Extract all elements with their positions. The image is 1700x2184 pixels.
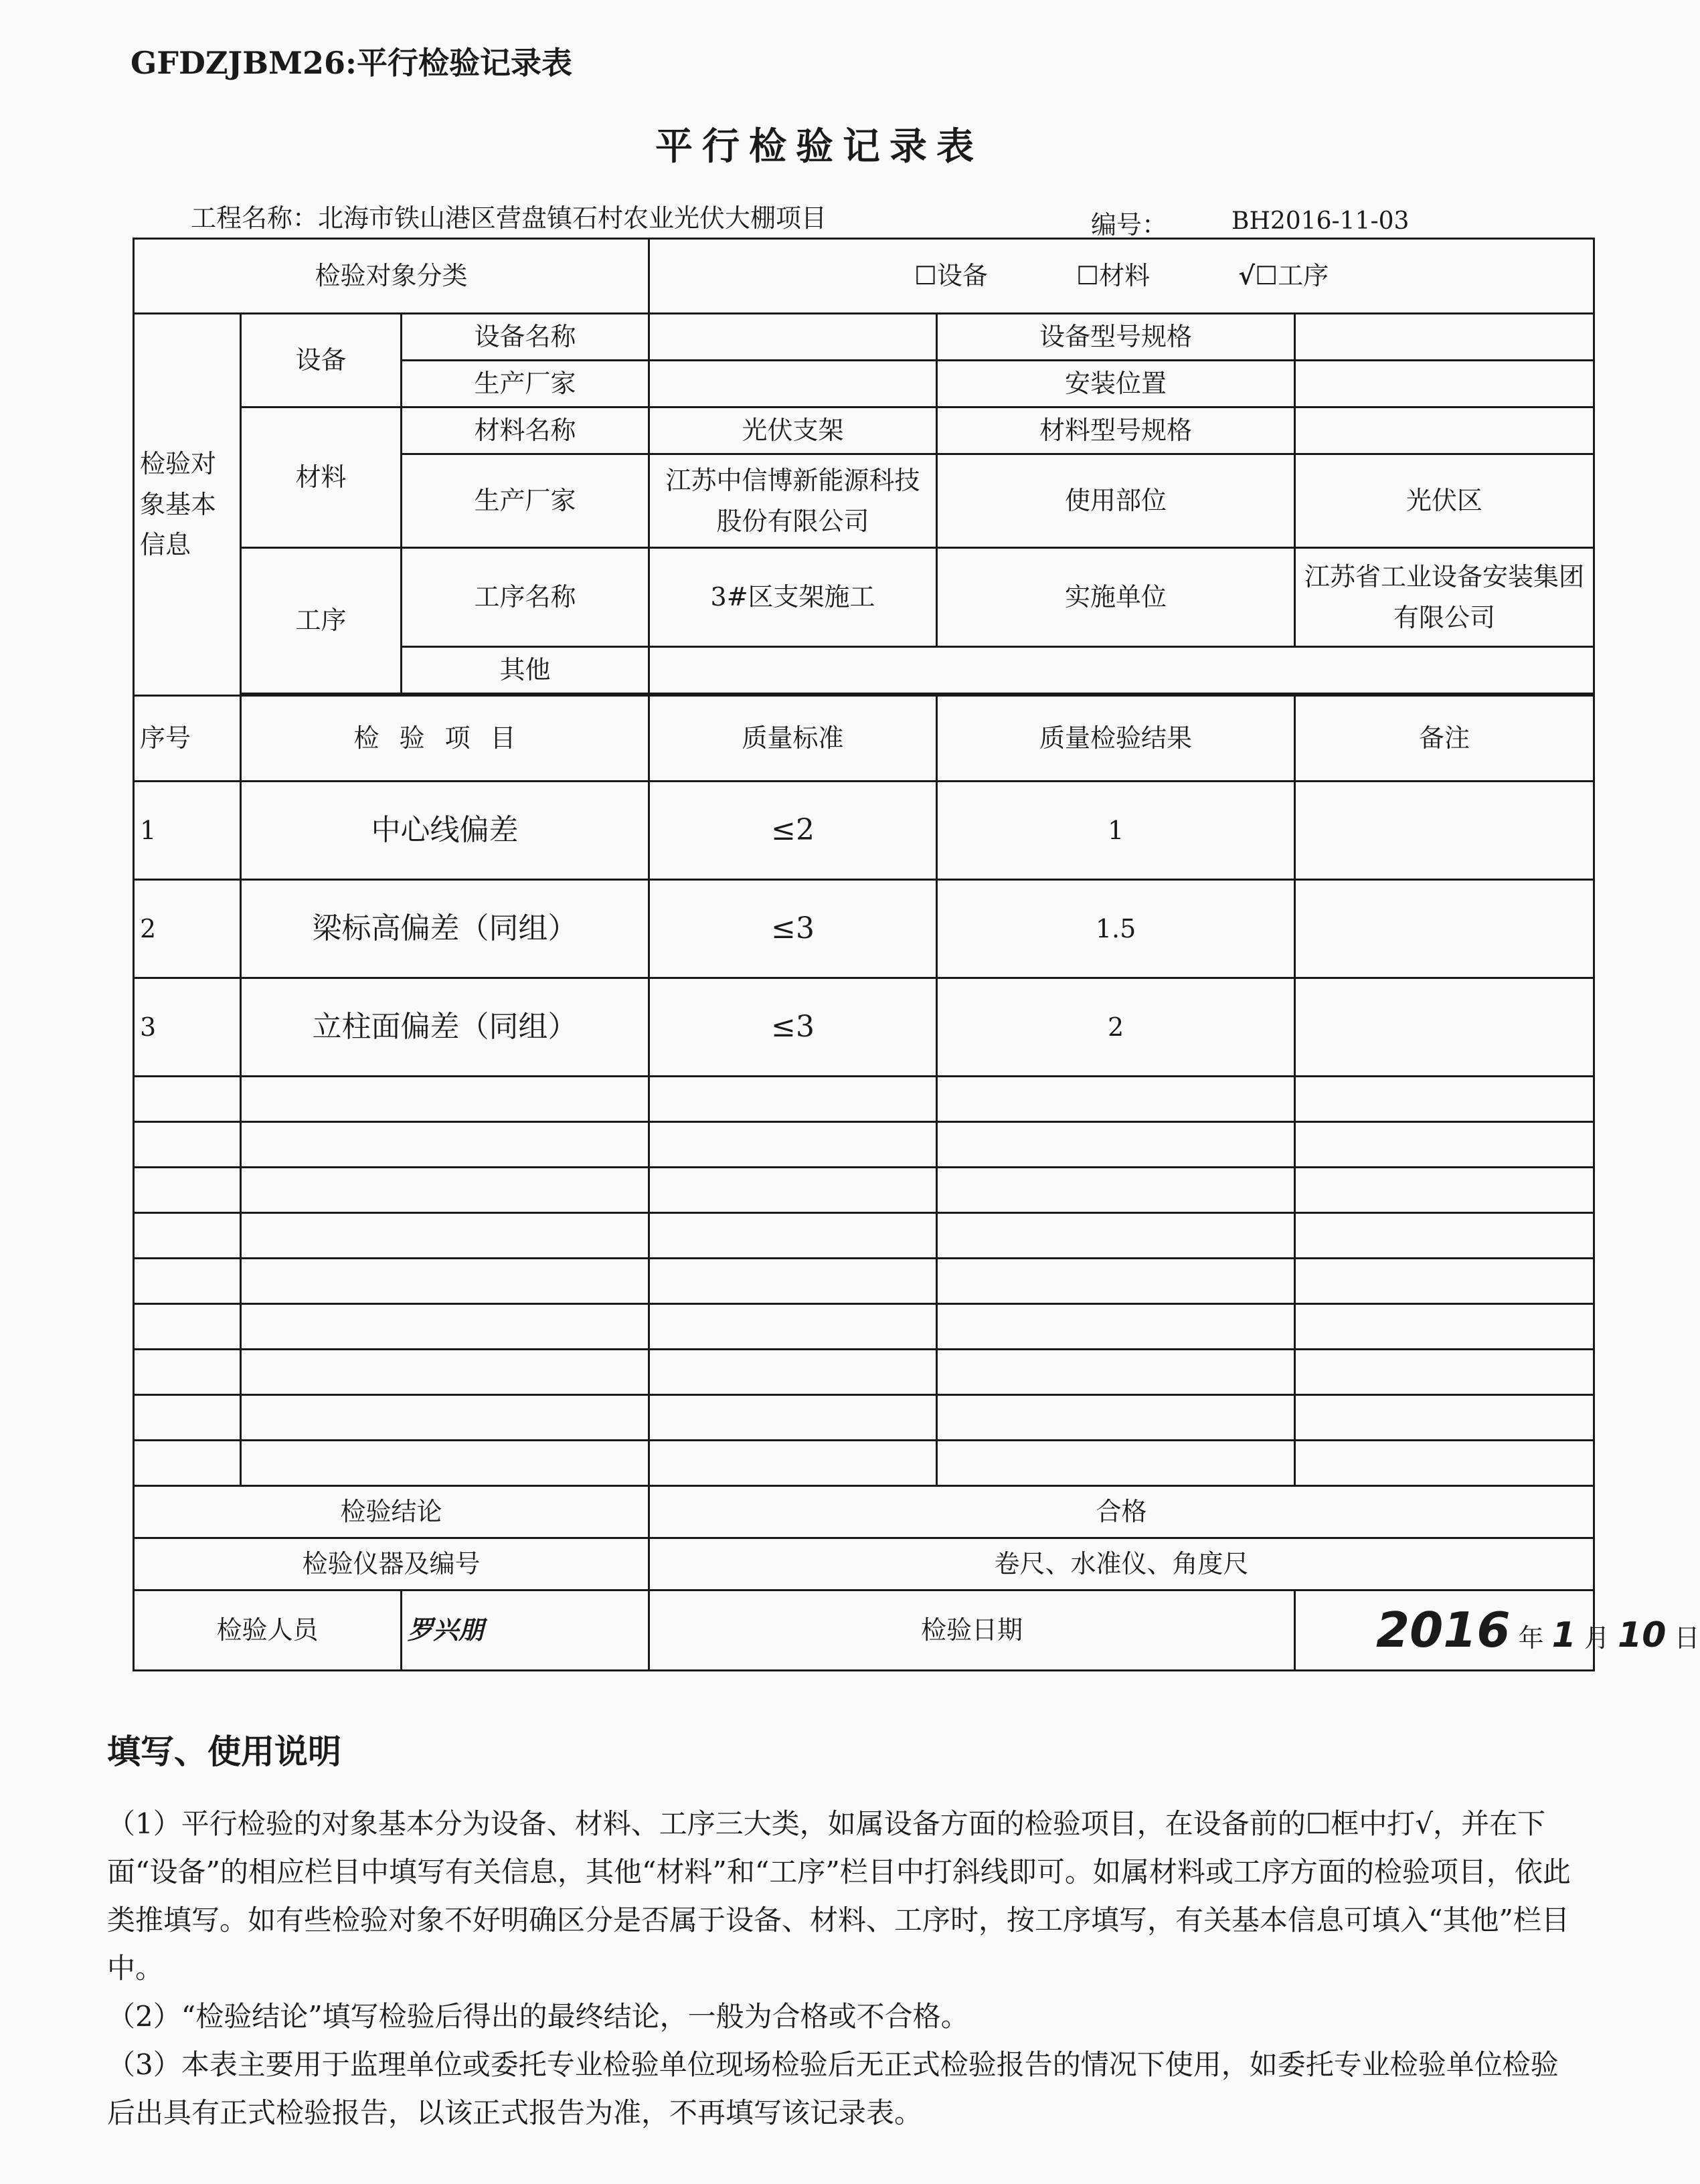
item-name: 梁标高偏差（同组）	[241, 880, 649, 978]
header-no: 序号	[134, 696, 241, 782]
equipment-location-value[interactable]	[1295, 361, 1594, 407]
item-no: 2	[134, 880, 241, 978]
process-row-1	[134, 548, 1594, 647]
equipment-maker-label: 生产厂家	[402, 361, 649, 407]
material-part-value[interactable]: 光伏区	[1295, 454, 1594, 548]
document-code: GFDZJBM26:平行检验记录表	[131, 45, 572, 81]
project-name: 工程名称：北海市铁山港区营盘镇石村农业光伏大棚项目	[191, 203, 827, 233]
item-remark[interactable]	[1295, 978, 1594, 1077]
empty-row	[134, 1168, 1594, 1213]
empty-row	[134, 1395, 1594, 1441]
item-no: 3	[134, 978, 241, 1077]
note-paragraph: （1）平行检验的对象基本分为设备、材料、工序三大类，如属设备方面的检验项目，在设备前的☐框中打√，并在下面“设备”的相应栏目中填写有关信息，其他“材料”和“工序”栏目中打斜线即可。如属材料或工序方面的检验项目，依此类推填写。如有些检验对象不好明确区分是否属于设备、材料、工序时，按工序填写，有关基本信息可填入“其他”栏目中。	[107, 1807, 1571, 1985]
process-unit-value[interactable]: 江苏省工业设备安装集团有限公司	[1295, 548, 1594, 647]
header-standard: 质量标准	[649, 696, 937, 782]
equipment-model-value[interactable]	[1295, 314, 1594, 361]
header-remark: 备注	[1295, 696, 1594, 782]
items-header-row	[134, 696, 1594, 782]
empty-row	[134, 1213, 1594, 1259]
empty-row	[134, 1350, 1594, 1395]
empty-row	[134, 1441, 1594, 1486]
category-options	[649, 239, 1594, 314]
table-row	[134, 880, 1594, 978]
option-equipment[interactable]: ☐设备	[914, 261, 988, 291]
other-label: 其他	[402, 647, 649, 694]
instruments-row	[134, 1538, 1594, 1590]
empty-row	[134, 1122, 1594, 1168]
instruments-value[interactable]: 卷尺、水准仪、角度尺	[649, 1538, 1594, 1590]
serial-label: 编号：	[1091, 210, 1168, 240]
category-label: 检验对象分类	[134, 239, 649, 314]
material-group: 材料	[241, 407, 402, 548]
item-result[interactable]: 1	[937, 782, 1295, 880]
process-group: 工序	[241, 548, 402, 694]
empty-row	[134, 1077, 1594, 1122]
material-maker-label: 生产厂家	[402, 454, 649, 548]
option-process[interactable]	[1238, 256, 1329, 296]
inspection-date[interactable]	[1295, 1590, 1700, 1671]
basic-info-label: 检验对象基本信息	[134, 314, 241, 696]
material-row-1	[134, 407, 1594, 454]
date-year-unit: 年	[1518, 1623, 1544, 1653]
page-title: 平行检验记录表	[655, 124, 983, 169]
item-name: 中心线偏差	[241, 782, 649, 880]
instruments-label: 检验仪器及编号	[134, 1538, 649, 1590]
table-row	[134, 782, 1594, 880]
date-day: 10	[1618, 1615, 1667, 1655]
empty-row	[134, 1259, 1594, 1304]
material-model-label: 材料型号规格	[937, 407, 1295, 454]
option-process-label: ☐工序	[1255, 261, 1329, 291]
date-day-unit: 日	[1674, 1623, 1700, 1653]
item-standard: ≤2	[649, 782, 937, 880]
equipment-name-value[interactable]	[649, 314, 937, 361]
conclusion-value[interactable]: 合格	[649, 1486, 1594, 1538]
conclusion-row	[134, 1486, 1594, 1538]
note-paragraph: （2）“检验结论”填写检验后得出的最终结论，一般为合格或不合格。	[107, 2000, 969, 2033]
option-material[interactable]: ☐材料	[1076, 261, 1151, 291]
usage-notes	[107, 1725, 1580, 2137]
checkmark-icon: √	[1238, 260, 1256, 291]
equipment-row-1	[134, 314, 1594, 361]
signature-row	[134, 1590, 1594, 1671]
table-row	[134, 978, 1594, 1077]
item-no: 1	[134, 782, 241, 880]
equipment-model-label: 设备型号规格	[937, 314, 1295, 361]
category-row	[134, 239, 1594, 314]
equipment-maker-value[interactable]	[649, 361, 937, 407]
empty-row	[134, 1304, 1594, 1350]
equipment-location-label: 安装位置	[937, 361, 1295, 407]
item-result[interactable]: 1.5	[937, 880, 1295, 978]
equipment-group: 设备	[241, 314, 402, 407]
item-remark[interactable]	[1295, 782, 1594, 880]
date-month: 1	[1551, 1615, 1576, 1655]
item-name: 立柱面偏差（同组）	[241, 978, 649, 1077]
header-result: 质量检验结果	[937, 696, 1295, 782]
inspection-form-table	[133, 238, 1700, 1671]
header-item: 检验项目	[241, 696, 649, 782]
item-remark[interactable]	[1295, 880, 1594, 978]
process-name-value[interactable]: 3#区支架施工	[649, 548, 937, 647]
item-standard: ≤3	[649, 880, 937, 978]
inspector-signature[interactable]: 罗兴朋	[402, 1590, 649, 1671]
date-month-unit: 月	[1584, 1623, 1610, 1653]
notes-heading: 填写、使用说明	[107, 1732, 341, 1771]
process-unit-label: 实施单位	[937, 548, 1295, 647]
serial-number: BH2016-11-03	[1231, 207, 1410, 235]
date-label: 检验日期	[649, 1590, 1295, 1671]
material-model-value[interactable]	[1295, 407, 1594, 454]
material-part-label: 使用部位	[937, 454, 1295, 548]
inspector-label: 检验人员	[134, 1590, 402, 1671]
material-maker-value[interactable]: 江苏中信博新能源科技股份有限公司	[649, 454, 937, 548]
item-standard: ≤3	[649, 978, 937, 1077]
item-result[interactable]: 2	[937, 978, 1295, 1077]
material-name-label: 材料名称	[402, 407, 649, 454]
material-name-value[interactable]: 光伏支架	[649, 407, 937, 454]
conclusion-label: 检验结论	[134, 1486, 649, 1538]
other-value[interactable]	[649, 647, 1594, 694]
date-year: 2016	[1376, 1601, 1511, 1658]
equipment-name-label: 设备名称	[402, 314, 649, 361]
note-paragraph: （3）本表主要用于监理单位或委托专业检验单位现场检验后无正式检验报告的情况下使用，如委托专业检验单位检验后出具有正式检验报告，以该正式报告为准，不再填写该记录表。	[107, 2048, 1559, 2129]
process-name-label: 工序名称	[402, 548, 649, 647]
